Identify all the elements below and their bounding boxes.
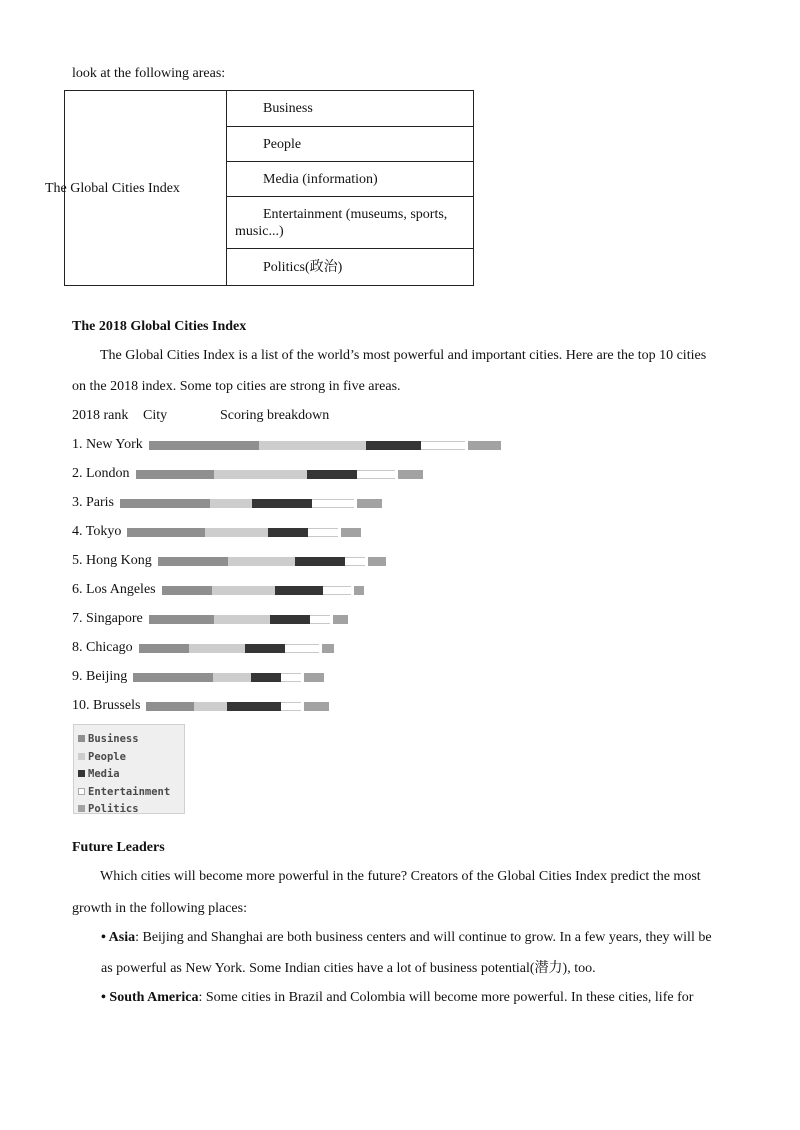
bar-segment-politics: [341, 528, 361, 537]
chart-category-label: 3. Paris: [72, 495, 114, 510]
bullet-label: Asia: [108, 930, 136, 945]
chart-category-label: 2. London: [72, 466, 130, 481]
chart-legend: [73, 724, 185, 814]
section-heading: The 2018 Global Cities Index: [72, 319, 247, 334]
stacked-bar: [127, 528, 361, 537]
bar-segment-business: [162, 586, 212, 595]
bar-segment-business: [139, 644, 189, 653]
legend-label: People: [88, 750, 126, 763]
table-row: Entertainment (museums, sports, music...): [227, 197, 474, 249]
bullet-text-line: as powerful as New York. Some Indian cities have a lot of business potential(潜力), too.: [101, 961, 596, 976]
bar-segment-people: [194, 702, 227, 711]
bar-segment-media: [295, 557, 345, 566]
bar-segment-people: [205, 528, 268, 537]
bar-segment-politics: [468, 441, 501, 450]
legend-item-business: [78, 731, 184, 749]
bar-segment-politics: [354, 586, 364, 595]
areas-table: [45, 90, 474, 286]
chart-category-label: 9. Beijing: [72, 669, 128, 684]
bar-segment-entertainment: [310, 615, 330, 624]
legend-swatch: [78, 770, 85, 777]
stacked-bar: [146, 702, 329, 711]
bar-segment-business: [149, 615, 214, 624]
table-row: People: [227, 127, 474, 162]
table-left-cell: The Global Cities Index: [65, 91, 227, 286]
intro-line: look at the following areas:: [72, 66, 226, 81]
legend-item-people: [78, 749, 184, 767]
bar-segment-entertainment: [323, 586, 351, 595]
stacked-bar: [133, 673, 324, 682]
bar-segment-politics: [357, 499, 382, 508]
bar-segment-business: [133, 673, 213, 682]
bar-segment-people: [212, 586, 275, 595]
legend-swatch: [78, 753, 85, 760]
stacked-bar: [136, 470, 423, 479]
bar-segment-entertainment: [308, 528, 338, 537]
paragraph-line: Which cities will become more powerful in the future? Creators of the Global Cities Index predict the most: [100, 869, 701, 884]
bar-segment-business: [149, 441, 259, 450]
legend-swatch: [78, 735, 85, 742]
bar-segment-media: [268, 528, 308, 537]
chart-header-breakdown: Scoring breakdown: [220, 408, 330, 423]
bar-segment-media: [270, 615, 310, 624]
bullet-item: [101, 989, 693, 1007]
bar-segment-business: [146, 702, 194, 711]
bar-segment-media: [366, 441, 421, 450]
bar-segment-people: [214, 615, 270, 624]
bullet-label: South America: [109, 990, 199, 1005]
stacked-bar: [139, 644, 334, 653]
section-heading: Future Leaders: [72, 840, 165, 855]
stacked-bar: [149, 441, 501, 450]
chart-category-label: 10. Brussels: [72, 698, 141, 713]
paragraph-line: on the 2018 index. Some top cities are strong in five areas.: [72, 379, 401, 394]
bar-segment-business: [158, 557, 228, 566]
bar-segment-entertainment: [357, 470, 395, 479]
bullet-item: [101, 929, 712, 947]
legend-item-media: [78, 766, 184, 784]
legend-label: Politics: [88, 803, 139, 815]
chart-category-label: 8. Chicago: [72, 640, 133, 655]
bar-segment-politics: [398, 470, 423, 479]
bar-segment-entertainment: [281, 702, 301, 711]
legend-label: Media: [88, 768, 120, 780]
bullet-dot: •: [101, 990, 110, 1005]
legend-label: Business: [88, 733, 139, 745]
chart-category-label: 4. Tokyo: [72, 524, 122, 539]
chart-category-label: 6. Los Angeles: [72, 582, 156, 597]
bar-segment-entertainment: [281, 673, 301, 682]
paragraph-line: growth in the following places:: [72, 901, 247, 916]
stacked-bar: [158, 557, 386, 566]
legend-label: Entertainment: [88, 785, 171, 798]
bullet-text: : Some cities in Brazil and Colombia will become more powerful. In these cities, life for: [198, 990, 694, 1005]
bar-segment-politics: [304, 673, 324, 682]
bar-segment-people: [228, 557, 295, 566]
bar-segment-media: [227, 702, 281, 711]
table-row: Business: [227, 91, 474, 127]
bar-segment-people: [259, 441, 366, 450]
bar-segment-entertainment: [421, 441, 465, 450]
chart-category-label: 1. New York: [72, 437, 143, 452]
chart-category-label: 7. Singapore: [72, 611, 143, 626]
bar-segment-people: [210, 499, 252, 508]
bar-segment-media: [252, 499, 312, 508]
chart-category-label: 5. Hong Kong: [72, 553, 152, 568]
chart-header-rank: 2018 rank: [72, 408, 129, 423]
bar-segment-media: [251, 673, 281, 682]
bar-segment-entertainment: [285, 644, 319, 653]
stacked-bar: [149, 615, 348, 624]
bar-segment-business: [127, 528, 205, 537]
bullet-text: : Beijing and Shanghai are both business centers and will continue to grow. In a few years, they will be: [135, 930, 712, 945]
bar-segment-people: [213, 673, 251, 682]
bar-segment-politics: [333, 615, 348, 624]
bar-segment-media: [307, 470, 357, 479]
stacked-bar: [120, 499, 382, 508]
bar-segment-media: [275, 586, 323, 595]
bar-segment-media: [245, 644, 285, 653]
bar-segment-business: [120, 499, 210, 508]
legend-item-entertainment: [78, 784, 184, 802]
paragraph-line: The Global Cities Index is a list of the world’s most powerful and important cities. Here are the top 10 cities: [100, 348, 707, 363]
bar-segment-politics: [304, 702, 329, 711]
bar-segment-business: [136, 470, 214, 479]
bar-segment-politics: [322, 644, 334, 653]
bar-segment-entertainment: [312, 499, 354, 508]
bar-segment-people: [214, 470, 307, 479]
stacked-bar: [162, 586, 364, 595]
bar-segment-people: [189, 644, 245, 653]
legend-swatch: [78, 805, 85, 812]
bar-segment-politics: [368, 557, 386, 566]
table-row: Media (information): [227, 162, 474, 197]
bullet-dot: •: [101, 930, 109, 945]
legend-item-politics: [78, 801, 184, 819]
table-row: Politics(政治): [227, 249, 474, 286]
chart-header-city: City: [143, 408, 168, 423]
bar-segment-entertainment: [345, 557, 365, 566]
legend-swatch: [78, 788, 85, 795]
